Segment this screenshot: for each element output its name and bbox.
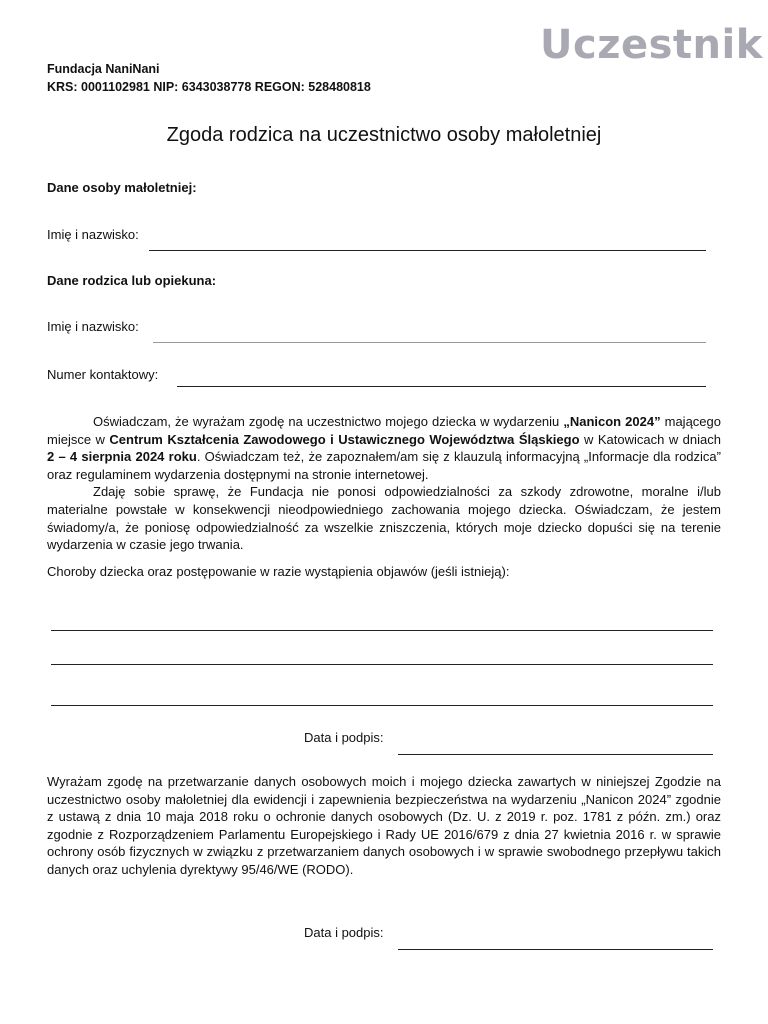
gdpr-consent-text: [47, 773, 721, 879]
signature-2-field[interactable]: [398, 949, 713, 950]
event-name: „Nanicon 2024”: [563, 414, 661, 429]
minor-section-heading: Dane osoby małoletniej:: [47, 180, 197, 195]
minor-name-field[interactable]: [149, 250, 706, 251]
illness-field-line-3[interactable]: [51, 705, 713, 706]
phone-label: Numer kontaktowy:: [47, 367, 159, 382]
declaration-p1-a: Oświadczam, że wyrażam zgodę na uczestnictwo mojego dziecka w wydarzeniu: [93, 414, 564, 429]
event-dates: 2 – 4 sierpnia 2024 roku: [47, 449, 197, 465]
declaration-p2: Zdaję sobie sprawę, że Fundacja nie ponosi odpowiedzialności za szkody zdrowotne, moralne i/lub materialne powstałe w konsekwencji nieodpowiedniego zachowania mojego dziecka. Oświadczam, że jestem świadomy/a, że poniosę odpowiedzialność za wszelkie zniszczenia, których moje dziecko dopuści się na terenie wydarzenia w czasie jego trwania.: [47, 484, 721, 553]
signature-2-label: Data i podpis:: [304, 925, 384, 940]
parent-section-heading: Dane rodzica lub opiekuna:: [47, 273, 217, 288]
phone-field[interactable]: [177, 386, 706, 387]
parent-name-label: Imię i nazwisko:: [47, 319, 139, 334]
parent-name-field[interactable]: [153, 342, 706, 343]
organization-ids: KRS: 0001102981 NIP: 6343038778 REGON: 528480818: [47, 80, 371, 94]
declaration-p1-d: . Oświadczam też, że zapoznałem/am się z klauzulą informacyjną „Informacje dla rodzica” oraz regulaminem wydarzenia dostępnymi na stronie internetowej.: [47, 449, 721, 482]
illness-field-line-2[interactable]: [51, 664, 713, 665]
minor-name-label: Imię i nazwisko:: [47, 227, 139, 242]
declaration-p1-b: mającego miejsce w: [47, 414, 721, 447]
signature-1-field[interactable]: [398, 754, 713, 755]
document-title: Zgoda rodzica na uczestnictwo osoby małoletniej: [166, 124, 602, 146]
declaration-text: [47, 413, 721, 554]
gdpr-paragraph: Wyrażam zgodę na przetwarzanie danych osobowych moich i mojego dziecka zawartych w niniejszej Zgodzie na uczestnictwo osoby małoletniej dla ewidencji i zapewnienia bezpieczeństwa na wydarzeniu „Nanicon 2024” zgodnie z ustawą z dnia 10 maja 2018 roku o ochronie danych osobowych (Dz. U. z 2019 r. poz. 1781 z późn. zm.) oraz zgodnie z Rozporządzeniem Parlamentu Europejskiego i Rady UE 2016/679 z dnia 27 kwietnia 2016 r. w sprawie ochrony osób fizycznych w związku z przetwarzaniem danych osobowych i w sprawie swobodnego przepływu takich danych oraz uchylenia dyrektywy 95/46/WE (RODO).: [47, 774, 721, 877]
organization-header: [47, 60, 371, 96]
declaration-p1-c: w Katowicach w dniach: [579, 431, 721, 447]
illness-field-line-1[interactable]: [51, 630, 713, 631]
illness-label: Choroby dziecka oraz postępowanie w razie wystąpienia objawów (jeśli istnieją):: [47, 564, 510, 579]
organization-name: Fundacja NaniNani: [47, 62, 160, 76]
watermark-uczestnik: Uczestnik: [540, 22, 763, 68]
venue-name: Centrum Kształcenia Zawodowego i Ustawicznego Województwa Śląskiego: [109, 431, 580, 447]
signature-1-label: Data i podpis:: [304, 730, 384, 745]
